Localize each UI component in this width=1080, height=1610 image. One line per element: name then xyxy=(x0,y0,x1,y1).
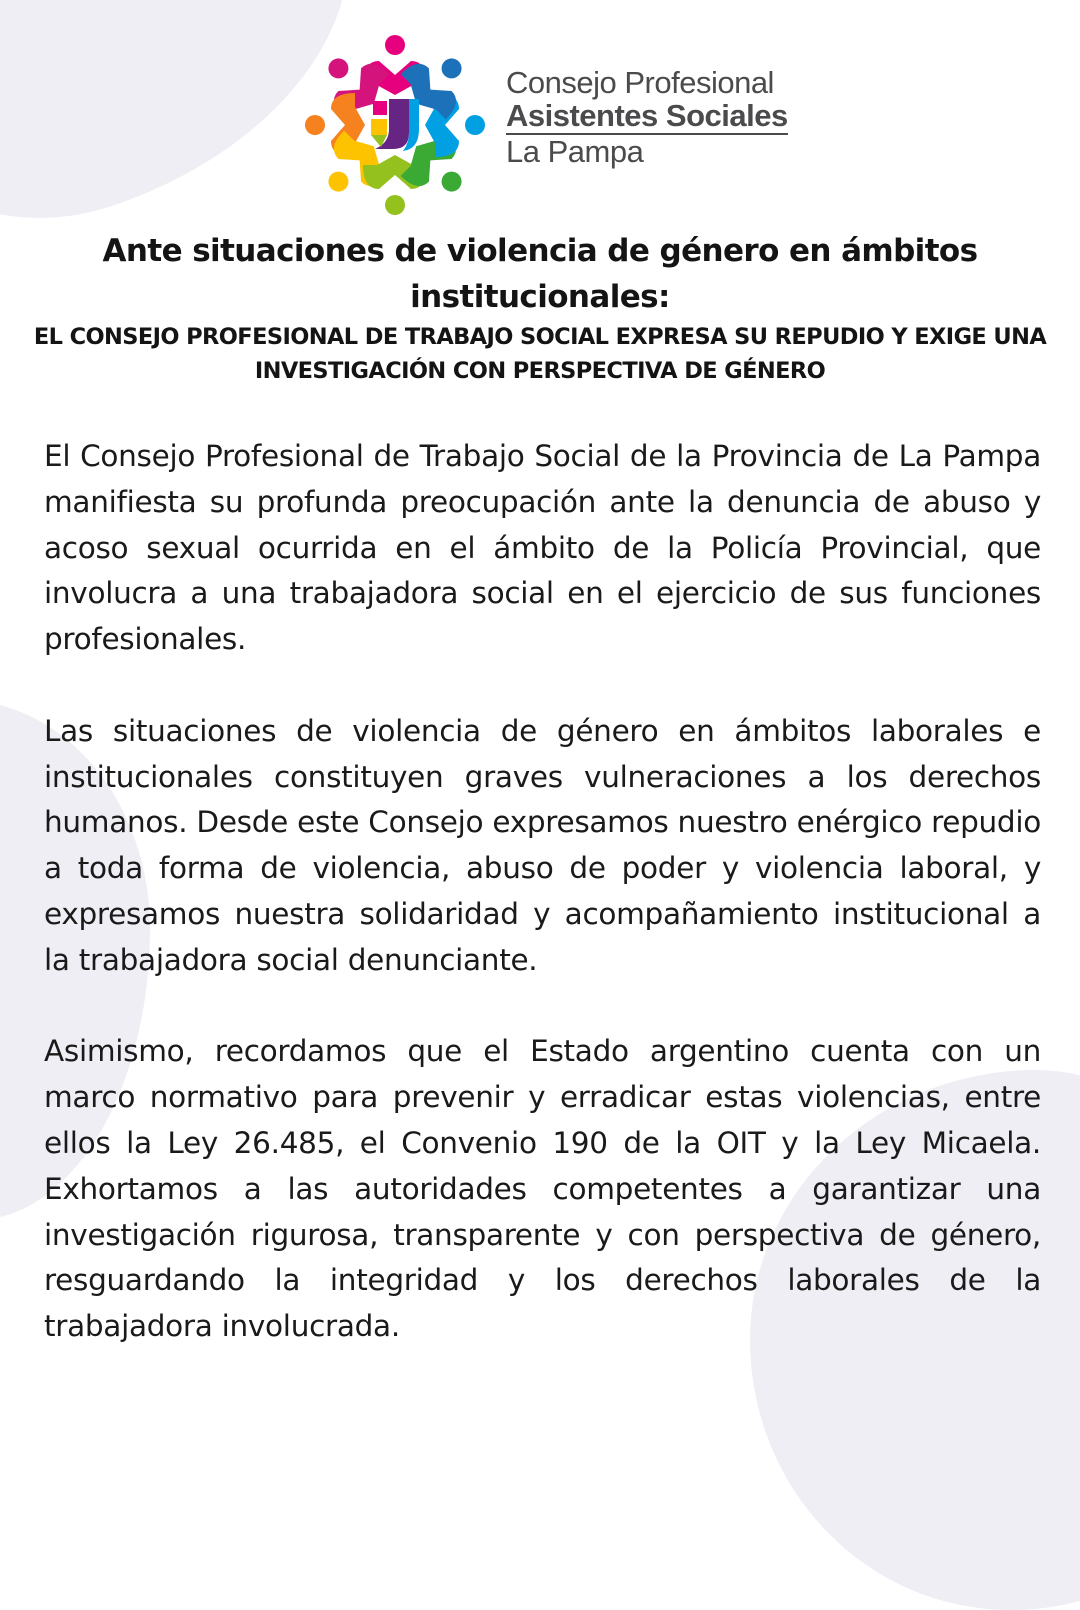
statement-paragraph-3: Asimismo, recordamos que el Estado argentino cuenta con un marco normativo para prevenir y erradicar estas violencias, entre ellos la Ley 26.485, el Convenio 190 de la OIT y la Ley Micaela. Exhortamos a las autoridades competentes a garantizar una investigación rigurosa, transparente y con perspectiva de género, resguardando la integridad y los derechos laborales de la trabajadora involucrada. xyxy=(44,1034,1041,1344)
statement-subtitle: EL CONSEJO PROFESIONAL DE TRABAJO SOCIAL EXPRESA SU REPUDIO Y EXIGE UNA INVESTIGACIÓN CON PERSPECTIVA DE GÉNERO xyxy=(33,324,1047,384)
people-circle-logo-icon xyxy=(300,30,490,220)
statement-paragraph-1: El Consejo Profesional de Trabajo Social de la Provincia de La Pampa manifiesta su profunda preocupación ante la denuncia de abuso y acoso sexual ocurrida en el ámbito de la Policía Provincial, que involucra a una trabajadora social en el ejercicio de sus funciones profesionales. xyxy=(44,439,1041,657)
organization-name xyxy=(506,66,788,168)
organization-name-line-3: La Pampa xyxy=(506,134,644,169)
statement-title: Ante situaciones de violencia de género en ámbitos institucionales: xyxy=(102,233,978,315)
organization-name-line-1: Consejo Profesional xyxy=(506,65,774,100)
statement-paragraph-2: Las situaciones de violencia de género en ámbitos laborales e institucionales constituyen graves vulneraciones a los derechos humanos. Desde este Consejo expresamos nuestro enérgico repudio a toda forma de violencia, abuso de poder y violencia laboral, y expresamos nuestra solidaridad y acompañamiento institucional a la trabajadora social denunciante. xyxy=(44,713,1041,977)
organization-name-line-2: Asistentes Sociales xyxy=(506,98,788,133)
statement-heading xyxy=(20,228,1060,388)
statement-body xyxy=(44,434,1041,1396)
organization-header xyxy=(300,30,800,220)
